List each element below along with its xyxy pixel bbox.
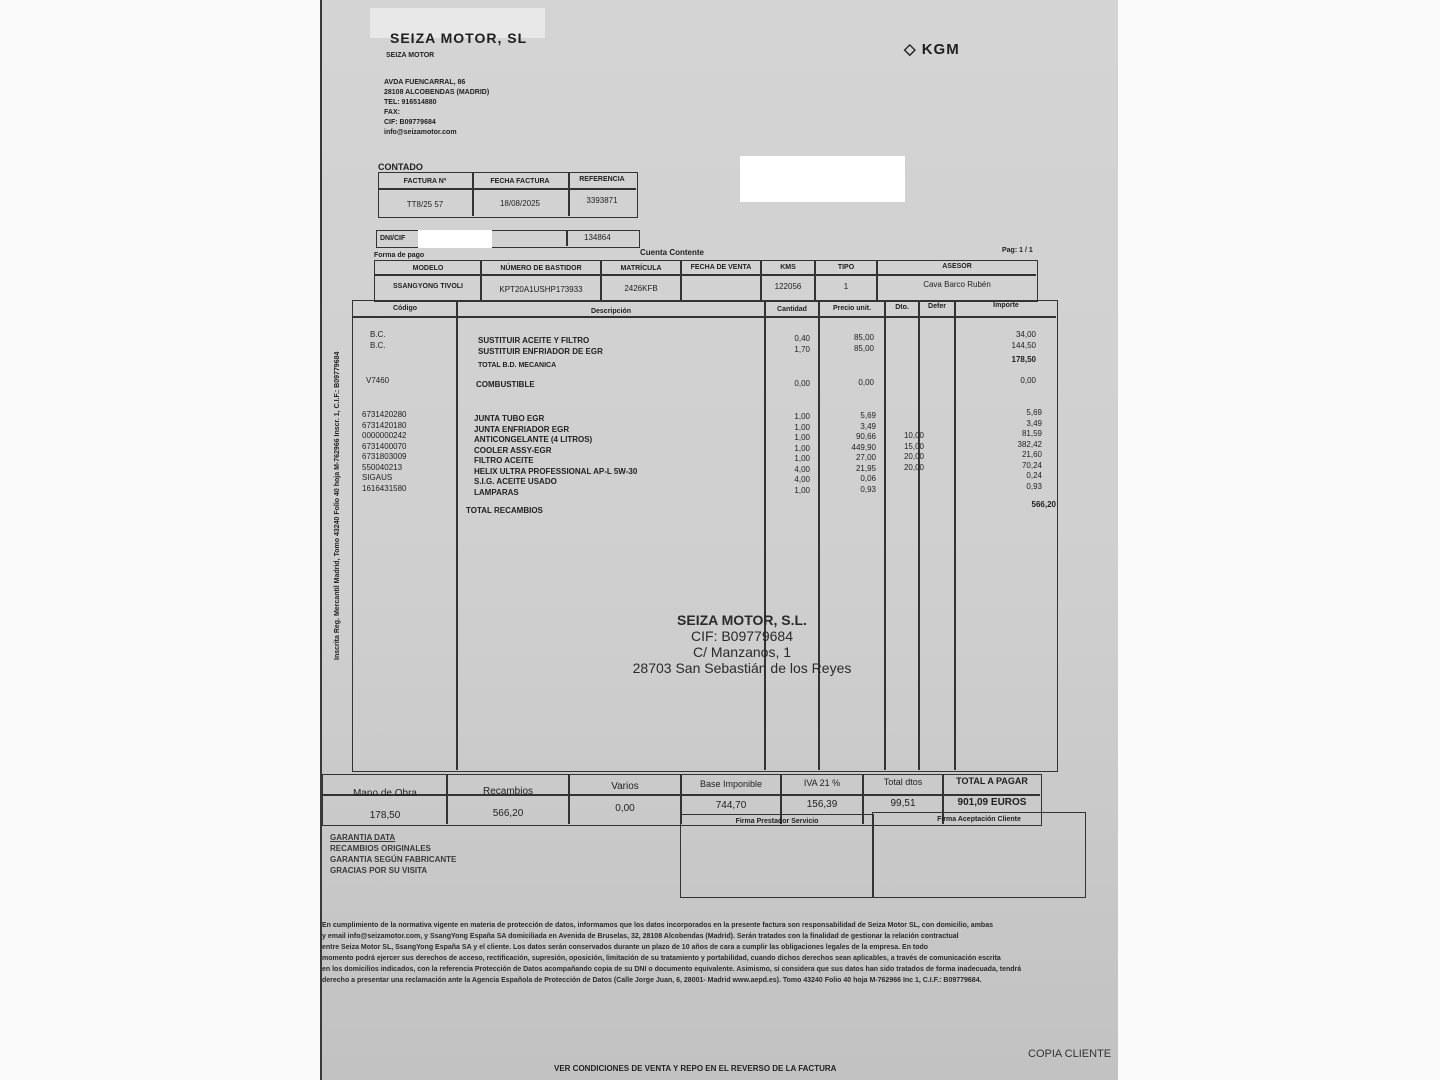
divider (378, 188, 636, 190)
totals-header-taxable-base: Base Imponible (699, 779, 763, 789)
redacted-client-name (740, 156, 905, 202)
vehicle-header-vin: NÚMERO DE BASTIDOR (500, 265, 582, 272)
vehicle-header-kms: KMS (780, 264, 796, 271)
address-line: info@seizamotor.com (384, 129, 457, 136)
col-header-description: Descripción (590, 308, 632, 315)
totals-discounts: 99,51 (890, 798, 916, 809)
totals-grand-total: 901,09 EUROS (957, 797, 1027, 808)
labor-prices (820, 333, 874, 354)
item-code: B.C. (370, 330, 386, 339)
vehicle-vin: KPT20A1USHP173933 (499, 285, 583, 294)
labor-codes (370, 330, 450, 351)
invoice-date: 18/08/2025 (499, 199, 541, 208)
page-indicator: Pag: 1 / 1 (1002, 247, 1033, 254)
vehicle-kms: 122056 (774, 282, 802, 291)
col-header-defer: Defer (928, 303, 946, 310)
item-code: 6731420280 (362, 410, 407, 419)
totals-header-labor: Mano de Obra (353, 788, 417, 799)
totals-parts: 566,20 (492, 808, 524, 819)
footer-note: GARANTIA DATA (330, 833, 396, 842)
address-line: AVDA FUENCARRAL, 86 (384, 79, 466, 86)
legal-text (322, 920, 1112, 986)
signature-label-client: Firma Aceptación Cliente (937, 816, 1021, 823)
registry-side-text: Inscrita Reg. Mercantil Madrid, Tomo 43240 Folio 40 hoja M-762966 Inscr. 1, C.I.F.: B09779684 (334, 351, 341, 660)
stamp-city: 28703 San Sebastián de los Reyes (632, 660, 852, 676)
stamp-name: SEIZA MOTOR, S.L. (677, 612, 807, 628)
vehicle-header-sale-date: FECHA DE VENTA (690, 264, 752, 271)
col-header-unit-price: Precio unit. (832, 305, 872, 312)
address-line: TEL: 916514880 (384, 99, 437, 106)
vehicle-header-advisor: ASESOR (942, 263, 972, 270)
background-right (1118, 0, 1440, 1080)
item-discount: 15,00 (903, 441, 924, 451)
legal-line: momento podrá ejercer sus derechos de acceso, rectificación, supresión, oposición, limitación de su tratamiento y portabilidad, cuando dichos derechos sean aplicables, a través de comunicación escrita (322, 955, 1001, 962)
col-header-quantity: Cantidad (777, 306, 807, 313)
item-quantity: 1,00 (794, 443, 810, 453)
item-code: 6731420180 (362, 420, 407, 430)
signature-box-provider (680, 814, 874, 898)
labor-quantities (766, 334, 810, 355)
vehicle-plate: 2426KFB (624, 284, 658, 293)
item-code: 550040213 (362, 462, 403, 472)
legal-line: En cumplimiento de la normativa vigente en materia de protección de datos, informamos que los datos incorporados en la presente factura son responsabilidad de Seiza Motor SL, con domicilio, ambas (322, 922, 993, 929)
parts-codes (362, 410, 452, 494)
divider (374, 274, 1036, 276)
stamp-cif: CIF: B09779684 (691, 628, 793, 644)
legal-line: en los domicilios indicados, con la referencia Protección de Datos acompañando copia de su DNI o documento equivalente. Asimismo, si considera que sus datos han sido tratados de forma inadecuada, tendrá (322, 966, 1022, 973)
item-code: V7460 (366, 376, 390, 385)
item-unit-price: 85,00 (853, 333, 874, 342)
footer-note: GRACIAS POR SU VISITA (330, 866, 428, 875)
item-code: B.C. (370, 340, 386, 350)
item-amount: 21,60 (1021, 450, 1042, 459)
brand-logo (904, 40, 960, 58)
signature-label-provider: Firma Prestador Servicio (735, 818, 819, 825)
item-description: JUNTA ENFRIADOR EGR (474, 424, 570, 434)
item-amount: 144,50 (1011, 340, 1036, 350)
footer-note: RECAMBIOS ORIGINALES (330, 844, 431, 853)
brand-logo-text: KGM (921, 41, 960, 58)
payment-method-value: Cuenta Contente (640, 248, 704, 257)
item-quantity: 1,00 (794, 485, 810, 495)
company-sub: SEIZA MOTOR (386, 52, 435, 59)
legal-line: entre Seiza Motor SL, SsangYong España SA y el cliente. Los datos serán conservados durante un plazo de 10 años de cara a cumplir las obligaciones legales de la empresa. En todo (322, 944, 929, 951)
divider (954, 300, 956, 770)
stamp-street: C/ Manzanos, 1 (692, 644, 792, 660)
item-quantity: 1,70 (794, 344, 810, 354)
totals-header-vat: IVA 21 % (803, 778, 841, 788)
invoice-number-header: FACTURA Nº (403, 178, 447, 185)
parts-descriptions (474, 414, 762, 498)
parts-prices (820, 411, 876, 495)
item-unit-price: 85,00 (853, 343, 874, 353)
divider (352, 316, 1056, 318)
item-quantity: 1,00 (794, 412, 810, 421)
totals-header-parts: Recambios (482, 786, 534, 797)
item-unit-price: 0,06 (860, 474, 876, 483)
divider (456, 300, 458, 770)
item-amount: 0,00 (1020, 376, 1036, 385)
item-unit-price: 90,66 (855, 432, 876, 441)
invoice-paper (322, 0, 1118, 1080)
item-quantity: 0,40 (794, 334, 810, 343)
item-amount: 3,49 (1026, 418, 1042, 428)
item-amount: 70,24 (1021, 460, 1042, 470)
labor-total-label: TOTAL B.D. MECANICA (478, 362, 557, 369)
vehicle-advisor: Cava Barco Rubén (923, 280, 991, 289)
labor-descriptions (478, 336, 758, 372)
item-amount: 34,00 (1015, 330, 1036, 339)
item-description: LAMPARAS (474, 487, 519, 497)
divider (764, 300, 766, 770)
company-top: SEIZA MOTOR, SL (390, 30, 528, 46)
item-unit-price: 27,00 (855, 453, 876, 462)
item-description: S.I.G. ACEITE USADO (474, 477, 557, 486)
item-quantity: 1,00 (794, 422, 810, 432)
signature-box-client (872, 812, 1086, 898)
divider (918, 300, 920, 770)
client-id-label: DNI/CIF (380, 235, 406, 242)
item-quantity: 1,00 (794, 433, 810, 442)
item-discount: 10,00 (903, 431, 924, 440)
divider (884, 300, 886, 770)
item-unit-price: 21,95 (855, 463, 876, 473)
col-header-discount: Dto. (895, 304, 909, 311)
totals-header-grand-total: TOTAL A PAGAR (956, 776, 1028, 786)
item-description: HELIX ULTRA PROFESSIONAL AP-L 5W-30 (474, 466, 638, 476)
item-unit-price: 449,90 (851, 442, 876, 452)
company-stamp (612, 612, 872, 676)
vehicle-type: 1 (843, 282, 849, 291)
item-description: COOLER ASSY-EGR (474, 445, 552, 455)
item-discount (884, 473, 924, 484)
item-code: 6731803009 (362, 452, 407, 461)
col-header-code: Código (392, 305, 418, 312)
payment-method-label: Forma de pago (374, 252, 425, 259)
labor-total-value: 178,50 (1011, 355, 1036, 364)
item-quantity: 0,00 (794, 379, 810, 388)
parts-amounts (962, 408, 1042, 492)
item-description: JUNTA TUBO EGR (474, 414, 545, 423)
item-code: 1616431580 (362, 483, 407, 493)
item-unit-price: 3,49 (860, 421, 876, 431)
company-address (384, 78, 489, 138)
item-code: 0000000242 (362, 431, 407, 440)
item-unit-price: 5,69 (860, 411, 876, 420)
address-line: 28108 ALCOBENDAS (MADRID) (384, 89, 490, 96)
bottom-note: VER CONDICIONES DE VENTA Y REPO EN EL REVERSO DE LA FACTURA (554, 1064, 837, 1073)
reference-number: 3393871 (586, 196, 618, 205)
footer-notes (330, 832, 456, 876)
parts-quantities (766, 412, 810, 496)
vehicle-header-type: TIPO (837, 264, 855, 271)
parts-discounts (884, 410, 924, 494)
item-quantity: 1,00 (794, 454, 810, 463)
address-line: CIF: B09779684 (384, 119, 436, 126)
item-quantity: 4,00 (794, 475, 810, 484)
item-description: ANTICONGELANTE (4 LITROS) (474, 435, 593, 444)
client-code: 134864 (584, 233, 611, 242)
divider (566, 230, 568, 246)
copy-label: COPIA CLIENTE (1028, 1048, 1112, 1060)
address-line: FAX: (384, 109, 400, 116)
footer-note: GARANTIA SEGÚN FABRICANTE (330, 855, 457, 864)
item-amount: 0,93 (1026, 481, 1042, 491)
totals-labor: 178,50 (369, 810, 401, 821)
item-code: SIGAUS (362, 473, 393, 482)
item-amount: 5,69 (1026, 408, 1042, 417)
item-quantity: 4,00 (794, 464, 810, 474)
totals-misc: 0,00 (615, 803, 635, 814)
legal-line: derecho a presentar una reclamación ante la Agencia Española de Protección de Datos (Calle Jorge Juan, 6, 28001- Madrid www.aepd.es). Tomo 43240 Folio 40 hoja M-762966 Inc 1, C.I.F.: B09779684. (322, 977, 982, 984)
item-description: COMBUSTIBLE (476, 380, 535, 389)
totals-taxable-base: 744,70 (715, 800, 747, 811)
vehicle-header-model: MODELO (412, 265, 444, 272)
divider (818, 300, 820, 770)
item-discount (884, 410, 924, 421)
col-header-amount: Importe (993, 302, 1019, 309)
vehicle-model: SSANGYONG TIVOLI (392, 283, 463, 290)
background-left (0, 0, 320, 1080)
item-unit-price: 0,93 (860, 484, 876, 494)
item-description: SUSTITUIR ENFRIADOR DE EGR (478, 346, 603, 356)
totals-vat: 156,39 (806, 799, 838, 810)
vehicle-header-plate: MATRÍCULA (620, 265, 662, 272)
reference-header: REFERENCIA (579, 176, 625, 183)
legal-line: y email info@seizamotor.com, y SsangYong España SA domiciliada en Avenida de Bruselas, 32, 28108 Alcobendas (Madrid). Serán tratados con la finalidad de gestionar la relación contractual (322, 933, 959, 940)
total-parts-label: TOTAL RECAMBIOS (466, 506, 543, 515)
invoice-date-header: FECHA FACTURA (490, 178, 550, 185)
totals-header-discounts: Total dtos (883, 777, 923, 787)
invoice-number: TT8/25 57 (406, 200, 444, 209)
item-description: FILTRO ACEITE (474, 456, 534, 465)
item-discount: 20,00 (903, 452, 924, 461)
item-amount: 382,42 (1017, 439, 1042, 449)
item-discount (884, 421, 924, 432)
diamond-icon: ◇ (904, 41, 917, 58)
total-parts-value: 566,20 (1031, 500, 1056, 509)
totals-header-misc: Varios (611, 781, 639, 792)
labor-amounts (962, 330, 1036, 366)
item-unit-price: 0,00 (858, 378, 874, 387)
item-description: SUSTITUIR ACEITE Y FILTRO (478, 336, 590, 345)
item-code: 6731400070 (362, 441, 407, 451)
item-discount: 20,00 (903, 462, 924, 472)
payment-type: CONTADO (378, 162, 423, 172)
item-amount: 0,24 (1026, 471, 1042, 480)
redacted-client-id (418, 230, 492, 248)
item-amount: 81,59 (1021, 429, 1042, 438)
item-discount (884, 484, 924, 495)
